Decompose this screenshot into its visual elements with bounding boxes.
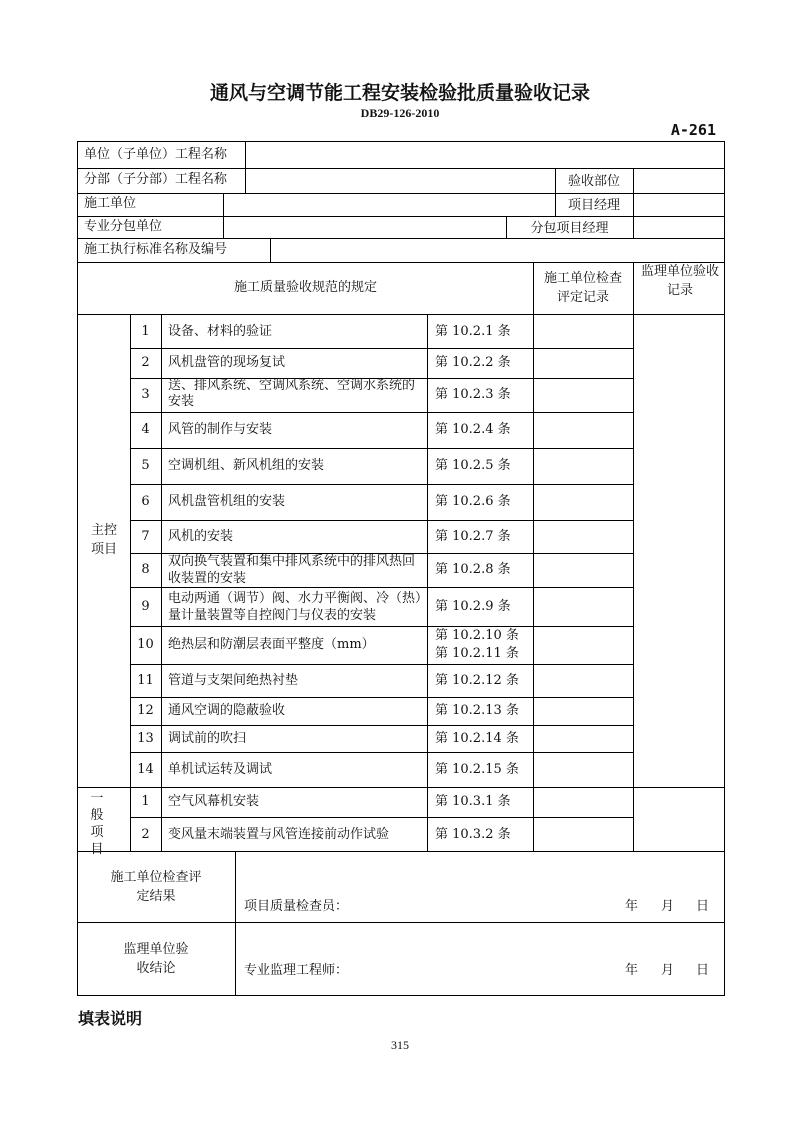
construction-date-year: 年 — [625, 899, 639, 914]
item-number: 8 — [141, 562, 150, 577]
label-project-manager: 项目经理 — [567, 198, 620, 213]
column-header-construction-check: 施工单位检查评定记录 — [543, 271, 622, 305]
item-number: 9 — [141, 599, 150, 614]
item-name: 送、排风系统、空调风系统、空调水系统的安装 — [168, 378, 416, 409]
label-construction-unit: 施工单位 — [84, 196, 137, 211]
item-name: 通风空调的隐蔽验收 — [168, 703, 286, 718]
item-name: 风机的安装 — [168, 529, 234, 544]
item-clause: 第 10.2.3 条 — [435, 387, 511, 402]
item-name: 风管的制作与安装 — [168, 422, 273, 437]
item-number: 11 — [137, 673, 154, 688]
form-code: A-261 — [670, 121, 716, 139]
item-name: 风机盘管的现场复试 — [168, 355, 286, 370]
item-name: 管道与支架间绝热衬垫 — [168, 673, 299, 688]
document-title: 通风与空调节能工程安装检验批质量验收记录 — [209, 82, 590, 104]
column-header-supervision-record: 监理单位验收记录 — [640, 264, 719, 298]
label-unit-project-name: 单位（子单位）工程名称 — [84, 147, 228, 162]
item-number: 13 — [137, 731, 154, 746]
item-name: 空调机组、新风机组的安装 — [168, 458, 325, 473]
item-number: 3 — [141, 387, 150, 402]
item-name: 调试前的吹扫 — [168, 731, 247, 746]
item-name: 变风量末端装置与风管连接前动作试验 — [168, 827, 390, 842]
item-name: 绝热层和防潮层表面平整度（mm） — [168, 637, 375, 652]
item-name: 空气风幕机安装 — [168, 794, 260, 809]
item-number: 5 — [141, 458, 150, 473]
item-clause-secondary: 第 10.2.11 条 — [435, 646, 519, 661]
item-clause: 第 10.2.13 条 — [435, 703, 519, 718]
item-name: 电动两通（调节）阀、水力平衡阀、冷（热）量计量装置等自控阀门与仪表的安装 — [168, 591, 422, 623]
item-clause: 第 10.2.4 条 — [435, 422, 511, 437]
item-clause: 第 10.3.2 条 — [435, 827, 511, 842]
item-number: 2 — [141, 355, 150, 370]
item-clause: 第 10.2.9 条 — [435, 599, 511, 614]
item-clause: 第 10.2.8 条 — [435, 562, 511, 577]
supervision-date-year: 年 — [625, 963, 639, 978]
item-clause: 第 10.2.12 条 — [435, 673, 519, 688]
item-clause: 第 10.2.10 条 — [435, 628, 519, 643]
instructions-heading: 填表说明 — [78, 1009, 143, 1028]
construction-date-day: 日 — [696, 899, 710, 914]
item-clause: 第 10.2.5 条 — [435, 458, 511, 473]
item-number: 14 — [137, 762, 154, 777]
label-sub-project-name: 分部（子分部）工程名称 — [84, 172, 228, 187]
item-clause: 第 10.3.1 条 — [435, 794, 511, 809]
item-number: 4 — [141, 422, 150, 437]
construction-date-month: 月 — [661, 899, 675, 914]
item-number: 7 — [141, 529, 150, 544]
item-clause: 第 10.2.1 条 — [435, 324, 511, 339]
page-number: 315 — [391, 1038, 409, 1052]
label-subcontract-unit: 专业分包单位 — [84, 219, 163, 234]
label-standard-name: 施工执行标准名称及编号 — [84, 242, 228, 257]
supervision-date-month: 月 — [661, 963, 675, 978]
item-number: 10 — [137, 637, 154, 652]
construction-result-label: 施工单位检查评定结果 — [110, 870, 202, 904]
group-label-main: 主控项目 — [90, 523, 117, 557]
supervision-conclusion-label: 监理单位验收结论 — [123, 942, 189, 976]
item-name: 双向换气装置和集中排风系统中的排风热回收装置的安装 — [168, 554, 416, 586]
item-number: 12 — [137, 703, 154, 718]
item-clause: 第 10.2.15 条 — [435, 762, 519, 777]
item-name: 单机试运转及调试 — [168, 762, 273, 777]
item-clause: 第 10.2.14 条 — [435, 731, 519, 746]
standard-code: DB29-126-2010 — [360, 106, 440, 120]
acceptance-form-table — [77, 141, 725, 996]
item-clause: 第 10.2.6 条 — [435, 494, 511, 509]
item-number: 2 — [141, 827, 150, 842]
item-clause: 第 10.2.7 条 — [435, 529, 511, 544]
supervision-date-day: 日 — [696, 963, 710, 978]
quality-inspector-label: 项目质量检查员： — [244, 899, 349, 914]
item-number: 1 — [141, 324, 150, 339]
item-number: 1 — [141, 794, 150, 809]
label-acceptance-part: 验收部位 — [567, 174, 620, 189]
item-number: 6 — [141, 494, 150, 509]
item-clause: 第 10.2.2 条 — [435, 355, 511, 370]
supervision-engineer-label: 专业监理工程师： — [244, 963, 349, 978]
column-header-spec: 施工质量验收规范的规定 — [233, 280, 377, 295]
label-subcontract-manager: 分包项目经理 — [530, 221, 609, 236]
item-name: 风机盘管机组的安装 — [168, 494, 286, 509]
group-label-general: 一般项目 — [90, 791, 104, 857]
item-name: 设备、材料的验证 — [168, 324, 273, 339]
